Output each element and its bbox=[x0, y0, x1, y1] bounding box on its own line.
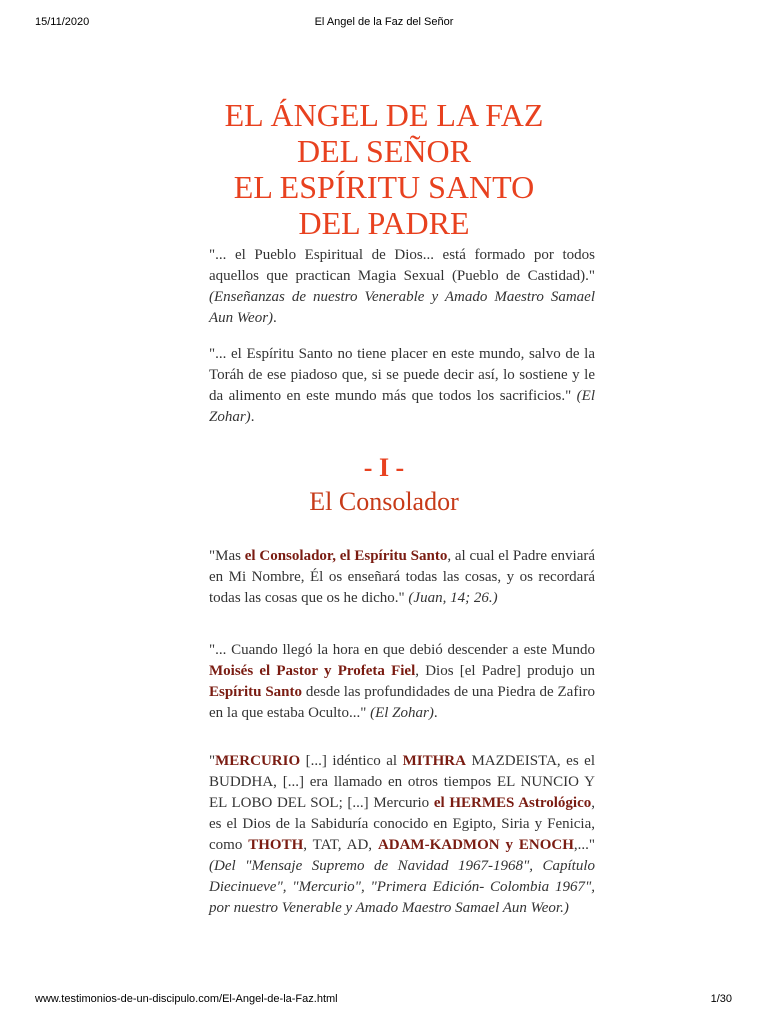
page-title bbox=[0, 97, 768, 241]
section-number: - I - bbox=[363, 453, 405, 482]
emphasis: ADAM-KADMON y ENOCH bbox=[377, 837, 574, 853]
quote-source: (Juan, 14; 26.) bbox=[408, 590, 498, 606]
epigraph-quote-1: "... el Pueblo Espiritual de Dios... está formado por todos aquellos que practican Magia Sexual (Pueblo de Castidad)." (Enseñanzas de nuestro Venerable y Amado Maestro Samael Aun Weor). bbox=[209, 247, 595, 326]
quote-source: (Enseñanzas de nuestro Venerable y Amado Maestro Samael Aun Weor) bbox=[209, 289, 595, 326]
emphasis: THOTH bbox=[248, 837, 304, 853]
emphasis: Moisés el Pastor y Profeta Fiel bbox=[209, 663, 416, 679]
section-title: El Consolador bbox=[309, 487, 459, 516]
emphasis: el Consolador, el Espíritu Santo bbox=[244, 548, 448, 564]
title-line-4: DEL PADRE bbox=[298, 205, 470, 241]
body-paragraph-1: "Mas el Consolador, el Espíritu Santo, al cual el Padre enviará en Mi Nombre, Él os enseñará todas las cosas, y os recordará todas las cosas que os he dicho." (Juan, 14; 26.) bbox=[209, 548, 596, 606]
print-date: 15/11/2020 bbox=[35, 16, 90, 28]
title-line-2: DEL SEÑOR bbox=[297, 133, 471, 169]
emphasis: Espíritu Santo bbox=[209, 684, 303, 700]
emphasis: MERCURIO bbox=[215, 753, 301, 769]
epigraph-quote-2: "... el Espíritu Santo no tiene placer en este mundo, salvo de la Toráh de ese piadoso que, si se puede decir así, lo sostiene y le da alimento en este mundo más que todos los sacrificios." (El Zohar). bbox=[209, 346, 595, 425]
body-paragraph-3: "MERCURIO [...] idéntico al MITHRA MAZDEISTA, es el BUDDHA, [...] era llamado en otros tiempos EL NUNCIO Y EL LOBO DEL SOL; [...] Mercurio el HERMES Astrológico, es el Dios de la Sabiduría conocido en Egipto, Siria y Fenicia, como THOTH, TAT, AD, ADAM-KADMON y ENOCH,..." (Del "Mensaje Supremo de Navidad 1967-1968", Capítulo Diecinueve", "Mercurio", "Primera Edición- Colombia 1967", por nuestro Venerable y Amado Maestro Samael Aun Weor.) bbox=[209, 753, 595, 916]
body-paragraph-2: "... Cuando llegó la hora en que debió descender a este Mundo Moisés el Pastor y Profeta Fiel, Dios [el Padre] produjo un Espíritu Santo desde las profundidades de una Piedra de Zafiro en la que estaba Oculto..." (El Zohar). bbox=[209, 642, 595, 721]
page-number: 1/30 bbox=[710, 993, 732, 1005]
quote-source: (Del "Mensaje Supremo de Navidad 1967-1968", Capítulo Diecinueve", "Mercurio", "Primera Edición- Colombia 1967", por nuestro Venerable y Amado Maestro Samael Aun Weor.) bbox=[209, 858, 595, 916]
quote-source: (El Zohar) bbox=[370, 705, 434, 721]
title-line-1: EL ÁNGEL DE LA FAZ bbox=[224, 97, 544, 133]
quote-text: "... el Pueblo Espiritual de Dios... está formado por todos aquellos que practican Magia Sexual (Pueblo de Castidad)." bbox=[209, 247, 595, 284]
emphasis: MITHRA bbox=[402, 753, 466, 769]
title-line-3: EL ESPÍRITU SANTO bbox=[233, 169, 535, 205]
section-heading bbox=[0, 451, 768, 519]
emphasis: el HERMES Astrológico bbox=[433, 795, 592, 811]
print-title: El Angel de la Faz del Señor bbox=[314, 16, 454, 28]
print-url: www.testimonios-de-un-discipulo.com/El-Angel-de-la-Faz.html bbox=[35, 993, 338, 1005]
quote-text: "... el Espíritu Santo no tiene placer en este mundo, salvo de la Toráh de ese piadoso que, si se puede decir así, lo sostiene y le da alimento en este mundo más que todos los sacrificios." bbox=[209, 346, 595, 404]
quote-source: (El Zohar) bbox=[209, 388, 595, 425]
